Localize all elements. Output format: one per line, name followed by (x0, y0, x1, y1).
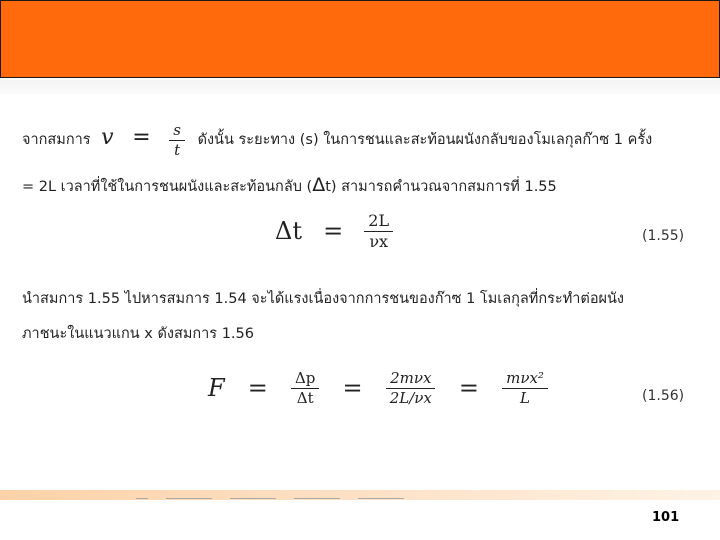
equals-sign-2: = (342, 374, 363, 402)
equation-label-1-55: (1.55) (642, 228, 685, 244)
force-lhs: F (208, 374, 225, 402)
footer-rule (166, 498, 212, 499)
equation-1-56 (208, 370, 548, 406)
fraction-dp-over-dt (291, 370, 319, 406)
denominator-t: t (174, 140, 181, 159)
footer-rule (294, 498, 340, 499)
paragraph-line-2 (22, 174, 557, 198)
numerator-dp: Δp (291, 370, 319, 389)
fraction-mvx2-over-l (502, 370, 548, 406)
delta-symbol: Δ (312, 174, 326, 196)
footer-rule (230, 498, 276, 499)
numerator-2l: 2L (364, 212, 393, 232)
text-distance-statement: ดังนั้น ระยะทาง (s) ในการชนและสะท้อนผนังกลับของโมเลกุลก๊าซ 1 ครั้ง (197, 132, 653, 148)
footer-rule (358, 498, 404, 499)
denominator-dt: Δt (296, 388, 314, 407)
equals-sign-3: = (458, 374, 480, 402)
page-number: 101 (652, 510, 680, 525)
text-from-equation: จากสมการ (22, 132, 91, 148)
header-stripe (0, 80, 720, 94)
text-time-statement-end: t) สามารถคำนวณจากสมการที่ 1.55 (325, 179, 557, 195)
footer-rule (136, 498, 148, 499)
equation-label-1-56: (1.56) (642, 388, 685, 404)
denominator-vx: νx (369, 231, 389, 251)
equals-sign: = (132, 125, 151, 150)
denominator-2l-vx: 2L/νx (389, 388, 432, 407)
fraction-2l-over-vx (364, 212, 393, 250)
paragraph-line-4: ภาชนะในแนวแกน x ดังสมการ 1.56 (22, 326, 254, 342)
velocity-symbol: v (101, 125, 114, 150)
delta-t-lhs: Δt (275, 217, 302, 246)
numerator-mvx2: mνx² (502, 370, 548, 389)
equation-1-55 (275, 212, 393, 250)
fraction-2mvx-over-2l-vx (386, 370, 436, 406)
paragraph-line-3: นำสมการ 1.55 ไปหารสมการ 1.54 จะได้แรงเนื่องจากการชนของก๊าซ 1 โมเลกุลที่กระทำต่อผนัง (22, 291, 625, 307)
paragraph-line-1 (22, 122, 652, 158)
fraction-s-over-t (169, 122, 185, 158)
numerator-2mvx: 2mνx (386, 370, 435, 389)
text-time-statement: = 2L เวลาที่ใช้ในการชนผนังและสะท้อนกลับ ( (22, 179, 313, 195)
numerator-s: s (169, 122, 185, 141)
equals-sign-1: = (247, 374, 268, 402)
title-bar (0, 0, 720, 78)
equals-sign: = (323, 217, 344, 246)
denominator-l: L (520, 388, 531, 407)
